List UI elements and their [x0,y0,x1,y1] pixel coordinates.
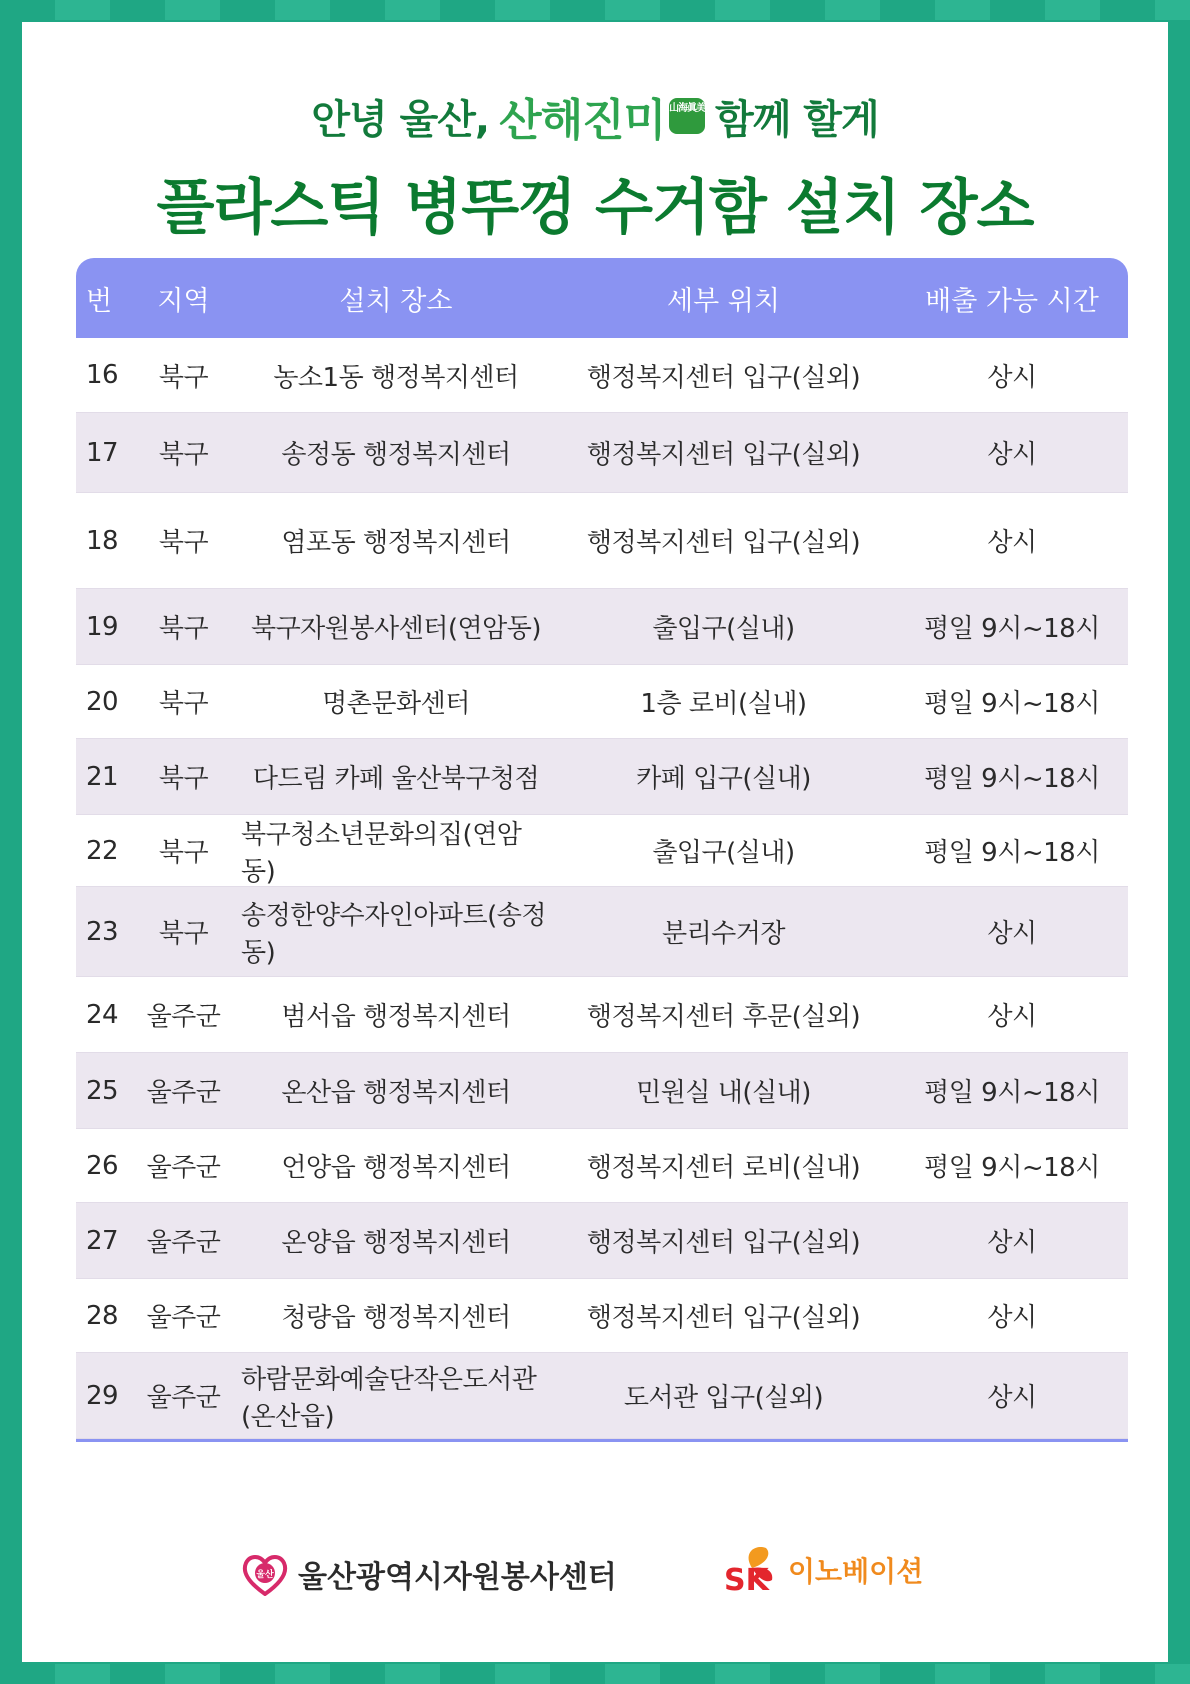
cell-no: 29 [86,1380,119,1411]
cell-place: 온양읍 행정복지센터 [281,1228,511,1258]
cell-detail: 행정복지센터 입구(실외) [586,528,861,558]
subtitle-line [22,84,1168,148]
cell-detail: 행정복지센터 입구(실외) [586,440,861,470]
table-row [76,1353,1128,1439]
cell-detail: 민원실 내(실내) [636,1078,811,1108]
cell-no: 17 [86,437,119,468]
subtitle-left: 안녕 울산, [311,96,490,143]
cell-time: 평일 9시~18시 [924,1078,1100,1108]
cell-time: 평일 9시~18시 [924,838,1100,868]
cell-area: 북구 [158,764,209,794]
cell-place: 농소1동 행정복지센터 [273,362,519,393]
table-header [76,258,1128,338]
table-row [76,977,1128,1053]
table-row [76,1053,1128,1129]
cell-no: 24 [86,999,119,1030]
cell-no: 26 [86,1150,119,1181]
cell-detail: 도서관 입구(실외) [623,1383,824,1413]
cell-time: 상시 [987,440,1037,470]
cell-place: 염포동 행정복지센터 [281,528,511,558]
cell-place: 청량읍 행정복지센터 [281,1303,511,1333]
sk-butterfly-icon [722,1542,778,1594]
cell-time: 상시 [987,1002,1037,1032]
cell-place: 범서읍 행정복지센터 [281,1002,511,1032]
frame-bottom-stripes [0,1664,1190,1684]
table-row [76,1203,1128,1279]
cell-time: 상시 [987,919,1037,949]
table-row [76,493,1128,589]
poster [22,22,1168,1662]
cell-detail: 행정복지센터 입구(실외) [586,1228,861,1258]
cell-no: 23 [86,916,119,947]
cell-area: 북구 [158,362,209,393]
cell-area: 울주군 [146,1153,221,1183]
sk-company-name: 이노베이션 [788,1555,924,1588]
header-time: 배출 가능 시간 [925,285,1099,317]
cell-area: 북구 [158,689,209,719]
cell-time: 상시 [987,1228,1037,1258]
cell-detail: 출입구(실내) [652,838,795,868]
cell-area: 북구 [158,919,209,949]
cell-detail: 행정복지센터 입구(실외) [586,1303,861,1333]
cell-detail: 행정복지센터 입구(실외) [586,362,861,393]
heart-people-icon [240,1552,290,1596]
cell-time: 평일 9시~18시 [924,1153,1100,1183]
cell-place: 북구청소년문화의집(연암동) [241,819,522,887]
cell-place: 온산읍 행정복지센터 [281,1078,511,1108]
volunteer-center-logo [240,1552,617,1596]
header-detail: 세부 위치 [667,285,780,317]
cell-no: 19 [86,611,119,642]
cell-place: 송정한양수자인아파트(송정동) [241,900,547,968]
cell-no: 18 [86,525,119,556]
cell-time: 평일 9시~18시 [924,614,1100,644]
table-row [76,665,1128,739]
cell-area: 울주군 [146,1228,221,1258]
header-no: 번 [86,285,113,317]
cell-area: 북구 [158,838,209,868]
cell-no: 22 [86,835,119,866]
cell-detail: 분리수거장 [661,919,786,949]
frame-top-stripes [0,0,1190,20]
cell-area: 북구 [158,614,209,644]
cell-place: 송정동 행정복지센터 [281,440,511,470]
table-row [76,413,1128,493]
cell-area: 북구 [158,528,209,558]
cell-detail: 1층 로비(실내) [640,689,807,719]
brand-name: 산해진미 [499,95,666,146]
cell-place: 언양읍 행정복지센터 [281,1153,511,1183]
cell-area: 울주군 [146,1078,221,1108]
cell-no: 27 [86,1225,119,1256]
sk-mark: SK [724,1563,769,1594]
volunteer-center-name: 울산광역시자원봉사센터 [298,1560,617,1595]
brand-seal-icon: 山海眞美 [669,98,705,134]
table-row [76,338,1128,413]
cell-no: 16 [86,360,119,390]
table-row [76,739,1128,815]
cell-time: 상시 [987,528,1037,558]
cell-detail: 행정복지센터 후문(실외) [586,1002,861,1032]
subtitle-right: 함께 할게 [715,96,879,143]
cell-detail: 카페 입구(실내) [636,764,811,794]
table-row [76,815,1128,887]
sk-innovation-logo [722,1542,923,1594]
cell-time: 상시 [987,1383,1037,1413]
cell-place: 다드림 카페 울산북구청점 [252,764,540,794]
cell-detail: 출입구(실내) [652,614,795,644]
cell-detail: 행정복지센터 로비(실내) [586,1153,861,1183]
table-row [76,1129,1128,1203]
heart-badge-text: 울산 [256,1570,274,1580]
page-title: 플라스틱 병뚜껑 수거함 설치 장소 [156,173,1034,243]
cell-no: 20 [86,686,119,717]
cell-time: 상시 [987,1303,1037,1333]
header-area: 지역 [157,285,210,317]
header-place: 설치 장소 [339,285,453,317]
poster-header [22,84,1168,246]
cell-no: 21 [86,761,119,792]
cell-time: 평일 9시~18시 [924,689,1100,719]
table-bottom-rule [76,1439,1128,1442]
cell-area: 울주군 [146,1383,221,1413]
table-row [76,589,1128,665]
cell-area: 울주군 [146,1002,221,1032]
locations-table [76,258,1128,1442]
table-row [76,887,1128,977]
cell-time: 상시 [987,362,1037,393]
cell-no: 28 [86,1300,119,1331]
table-body [76,338,1128,1439]
table-row [76,1279,1128,1353]
cell-place: 명촌문화센터 [322,689,470,719]
brand-logo [499,84,705,148]
cell-time: 평일 9시~18시 [924,764,1100,794]
cell-area: 울주군 [146,1303,221,1333]
cell-area: 북구 [158,440,209,470]
cell-place: 북구자원봉사센터(연암동) [250,614,542,644]
cell-place: 하람문화예술단작은도서관(온산읍) [241,1364,537,1432]
footer-logos [22,1532,1168,1612]
cell-no: 25 [86,1075,119,1106]
